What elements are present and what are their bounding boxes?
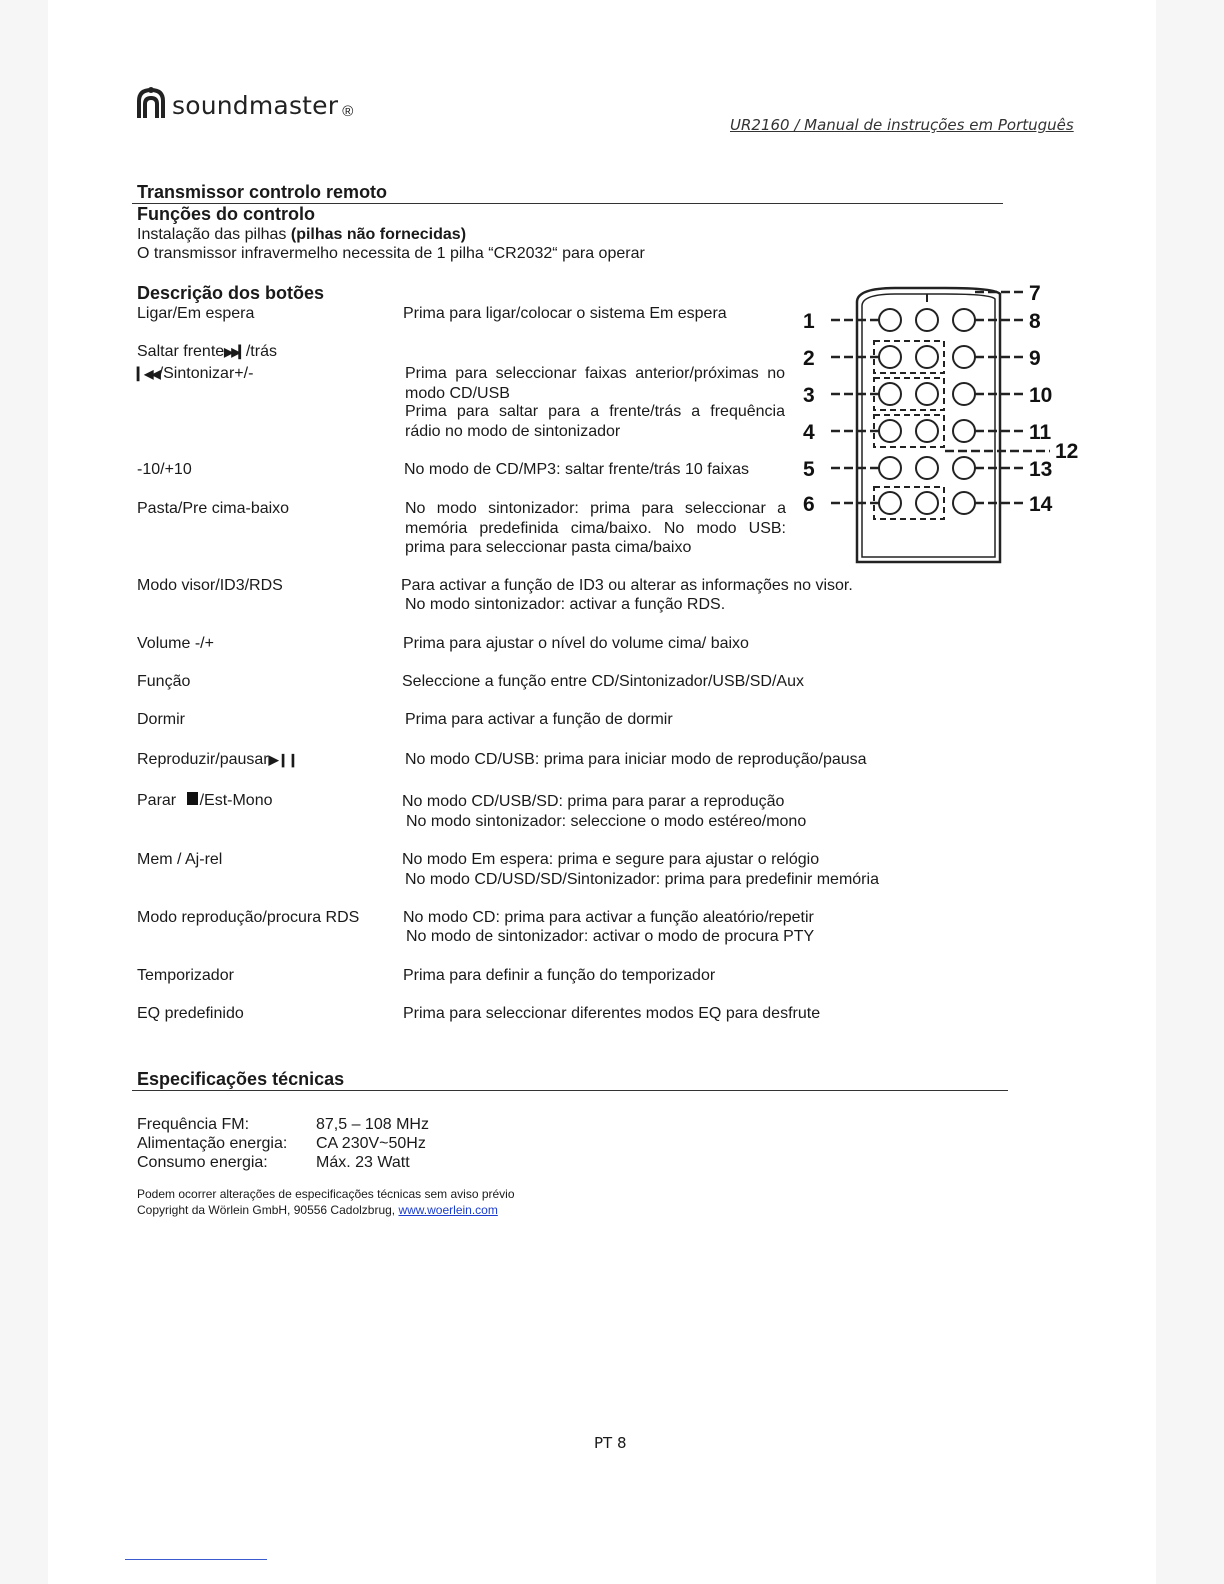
skip-label-forward: Saltar frente: [137, 343, 225, 360]
next-track-icon: ▶▶▎: [224, 345, 246, 359]
website-link[interactable]: www.woerlein.com: [398, 1203, 498, 1217]
battery-note: O transmissor infravermelho necessita de 1 pilha “CR2032“ para operar: [137, 245, 645, 262]
play-label: Reproduzir/pausar: [137, 751, 269, 768]
remote-diagram: [795, 280, 1085, 570]
remote-label-11: 11: [1029, 421, 1052, 444]
specs-divider: [132, 1090, 1008, 1091]
btn-desc-power: Prima para ligar/colocar o sistema Em espera: [403, 305, 727, 322]
spec-value-power: CA 230V~50Hz: [316, 1135, 426, 1152]
btn-name-sleep: Dormir: [137, 711, 185, 728]
remote-label-14: 14: [1029, 493, 1053, 516]
btn-name-power: Ligar/Em espera: [137, 305, 255, 322]
remote-label-2: 2: [803, 347, 815, 370]
btn-name-skip: [137, 342, 277, 363]
stop-icon: [187, 792, 198, 805]
btn-name-ten: -10/+10: [137, 461, 192, 478]
btn-name-mem: Mem / Aj-rel: [137, 851, 223, 868]
remote-label-4: 4: [803, 421, 815, 444]
footnote-rule: [125, 1559, 267, 1560]
btn-desc-ten: No modo de CD/MP3: saltar frente/trás 10 faixas: [404, 461, 750, 478]
soundmaster-logo-icon: [136, 86, 166, 120]
tune-label: /Sintonizar+/-: [158, 365, 254, 382]
btn-name-volume: Volume -/+: [137, 635, 214, 652]
spec-label-power: Alimentação energia:: [137, 1135, 288, 1152]
document-title: UR2160 / Manual de instruções em Português: [730, 116, 1074, 134]
remote-label-6: 6: [803, 493, 815, 516]
battery-install-line: [137, 225, 466, 245]
btn-name-play: [137, 750, 297, 770]
remote-label-3: 3: [803, 384, 815, 407]
btn-desc-stereo: No modo sintonizador: seleccione o modo estéreo/mono: [406, 813, 807, 830]
spec-label-consumption: Consumo energia:: [137, 1154, 268, 1171]
btn-desc-timer: Prima para definir a função do temporizador: [403, 967, 716, 984]
brand-name: soundmaster: [172, 91, 339, 120]
btn-name-eq: EQ predefinido: [137, 1005, 244, 1022]
stop-label: Parar: [137, 792, 181, 809]
btn-desc-mem: No modo Em espera: prima e segure para ajustar o relógio: [402, 851, 820, 868]
remote-label-13: 13: [1029, 458, 1053, 481]
page-number: PT 8: [594, 1434, 627, 1452]
btn-desc-function: Seleccione a função entre CD/Sintonizador/USB/SD/Aux: [402, 673, 804, 690]
brand-logo: [136, 80, 353, 120]
registered-mark: ®: [342, 103, 354, 120]
remote-label-12: 12: [1055, 440, 1079, 463]
buttons-title: Descrição dos botões: [137, 283, 325, 303]
btn-desc-tune: Prima para saltar para a frente/trás a frequência rádio no modo de sintonizador: [405, 403, 785, 440]
play-pause-icon: ▶❙❙: [268, 752, 298, 767]
remote-label-1: 1: [803, 310, 815, 333]
btn-desc-mem-preset: No modo CD/USD/SD/Sintonizador: prima para predefinir memória: [405, 871, 879, 888]
copyright-text: Copyright da Wörlein GmbH, 90556 Cadolzbrug,: [137, 1203, 399, 1217]
btn-desc-display: Para activar a função de ID3 ou alterar as informações no visor.: [401, 577, 853, 594]
remote-control-illustration: [795, 280, 1085, 570]
btn-name-display: Modo visor/ID3/RDS: [137, 577, 283, 594]
remote-label-8: 8: [1029, 310, 1041, 333]
btn-name-tune: [137, 364, 253, 385]
section-title-remote: Transmissor controlo remoto: [137, 182, 388, 202]
btn-name-function: Função: [137, 673, 191, 690]
btn-name-folder: Pasta/Pre cima-baixo: [137, 500, 290, 517]
btn-desc-display-rds: No modo sintonizador: activar a função RDS.: [405, 596, 726, 613]
btn-desc-stop: No modo CD/USB/SD: prima para parar a reprodução: [402, 793, 785, 810]
specs-change-note: Podem ocorrer alterações de especificações técnicas sem aviso prévio: [137, 1187, 515, 1201]
btn-name-timer: Temporizador: [137, 967, 234, 984]
btn-desc-folder: No modo sintonizador: prima para seleccionar a memória predefinida cima/baixo. No modo USB: prima para seleccionar pasta cima/baixo: [405, 500, 786, 556]
specs-title: Especificações técnicas: [137, 1069, 345, 1089]
previous-track-icon: ▎◀◀: [137, 367, 159, 381]
spec-value-fm: 87,5 – 108 MHz: [316, 1116, 429, 1133]
spec-value-consumption: Máx. 23 Watt: [316, 1154, 410, 1171]
remote-label-5: 5: [803, 458, 815, 481]
remote-label-10: 10: [1029, 384, 1053, 407]
section-subtitle-functions: Funções do controlo: [137, 204, 315, 224]
btn-desc-mode-pty: No modo de sintonizador: activar o modo de procura PTY: [406, 928, 815, 945]
btn-desc-eq: Prima para seleccionar diferentes modos EQ para desfrute: [403, 1005, 821, 1022]
battery-install-text: Instalação das pilhas: [137, 226, 291, 243]
spec-label-fm: Frequência FM:: [137, 1116, 250, 1133]
stereo-mono-label: /Est-Mono: [199, 792, 273, 809]
btn-desc-play: No modo CD/USB: prima para iniciar modo de reprodução/pausa: [405, 751, 867, 768]
btn-desc-sleep: Prima para activar a função de dormir: [405, 711, 673, 728]
copyright-line: [137, 1203, 498, 1218]
remote-label-7: 7: [1029, 282, 1041, 305]
btn-desc-volume: Prima para ajustar o nível do volume cima/ baixo: [403, 635, 749, 652]
btn-desc-skip: Prima para seleccionar faixas anterior/próximas no modo CD/USB: [405, 365, 785, 402]
btn-name-stop: [137, 791, 273, 811]
remote-label-9: 9: [1029, 347, 1041, 370]
btn-desc-mode: No modo CD: prima para activar a função aleatório/repetir: [403, 909, 814, 926]
skip-label-back: /trás: [245, 343, 277, 360]
btn-name-mode: Modo reprodução/procura RDS: [137, 909, 360, 926]
battery-not-included: (pilhas não fornecidas): [290, 226, 467, 243]
